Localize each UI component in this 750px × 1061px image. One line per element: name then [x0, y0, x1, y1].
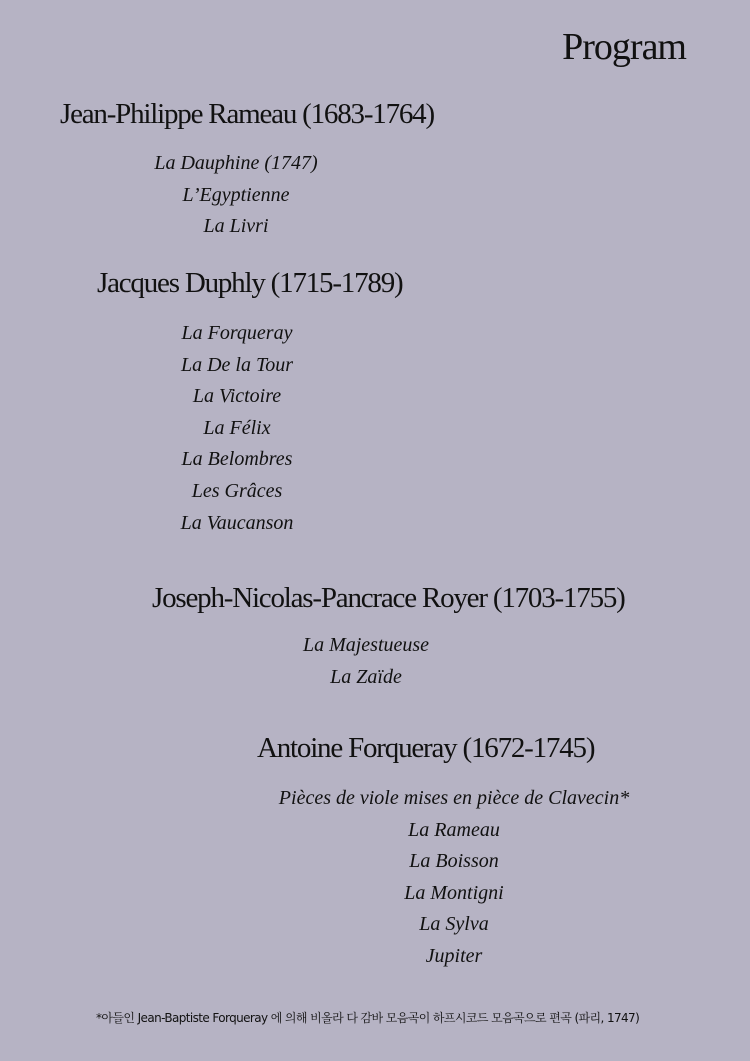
piece-list-rameau [154, 148, 317, 243]
piece-list-forqueray [279, 783, 629, 973]
piece-item: La Vaucanson [180, 511, 294, 534]
piece-item: La Rameau [408, 818, 500, 841]
piece-item: La Boisson [409, 850, 499, 873]
footnote: *아들인 Jean-Baptiste Forqueray 에 의해 비올라 다 감바 모음곡이 하프시코드 모음곡으로 편곡 (파리, 1747) [96, 1011, 640, 1025]
piece-item: La De la Tour [180, 353, 294, 376]
piece-list-duphly [181, 318, 294, 539]
piece-item: La Belombres [181, 448, 293, 471]
piece-item: La Livri [203, 215, 269, 238]
composer-heading-duphly: Jacques Duphly (1715-1789) [97, 267, 403, 299]
composer-heading-royer: Joseph-Nicolas-Pancrace Royer (1703-1755) [152, 582, 625, 614]
piece-item: Les Grâces [191, 479, 283, 502]
piece-item: La Dauphine (1747) [154, 152, 318, 174]
piece-item: Jupiter [425, 944, 483, 967]
piece-item: La Forqueray [181, 322, 293, 344]
composer-heading-rameau: Jean-Philippe Rameau (1683-1764) [60, 98, 434, 130]
piece-item: La Félix [203, 416, 271, 439]
page-title: Program [562, 26, 686, 68]
piece-item: La Sylva [419, 913, 489, 936]
piece-item: La Victoire [192, 385, 282, 408]
piece-item: Pièces de viole mises en pièce de Clavecin* [278, 787, 630, 809]
piece-item: La Montigni [404, 881, 504, 904]
piece-item: La Majestueuse [302, 634, 430, 656]
composer-heading-forqueray: Antoine Forqueray (1672-1745) [257, 732, 595, 764]
piece-list-royer [303, 630, 429, 693]
piece-item: L’Egyptienne [182, 183, 290, 206]
piece-item: La Zaïde [330, 665, 402, 688]
